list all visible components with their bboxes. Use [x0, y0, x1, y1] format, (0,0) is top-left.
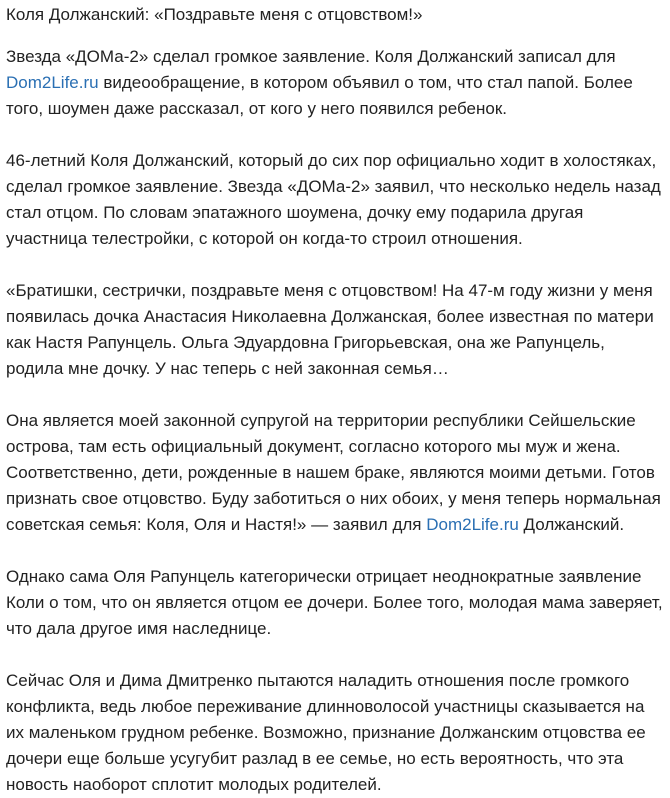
paragraph-1-text-before: Звезда «ДОМа-2» сделал громкое заявление. Коля Должанский записал для — [6, 47, 616, 66]
article-title: Коля Должанский: «Поздравьте меня с отцовством!» — [6, 5, 423, 24]
paragraph-6: Сейчас Оля и Дима Дмитренко пытаются наладить отношения после громкого конфликта, ведь любое переживание длинноволосой участницы сказывается на их маленьком грудном ребенке. Возможно, признание Должанским отцовства ее дочери еще больше усугубит разлад в ее семье, но есть вероятность, что эта новость наоборот сплотит молодых родителей. — [6, 671, 646, 794]
paragraph-3-quote: «Братишки, сестрички, поздравьте меня с отцовством! На 47-м году жизни у меня появилась дочка Анастасия Николаевна Должанская, более известная по матери как Настя Рапунцель. Ольга Эдуардовна Григорьевская, она же Рапунцель, родила мне дочку. У нас теперь с ней законная семья… — [6, 281, 654, 378]
paragraph-4 — [6, 408, 666, 538]
paragraph-5: Однако сама Оля Рапунцель категорически отрицает неоднократные заявление Коли о том, что он является отцом ее дочери. Более того, молодая мама заверяет, что дала другое имя наследнице. — [6, 567, 663, 638]
dom2life-link[interactable]: Dom2Life.ru — [6, 73, 99, 92]
paragraph-4-text-after: Должанский. — [518, 515, 625, 534]
paragraph-4-text-before: Она является моей законной супругой на территории республики Сейшельские острова, там есть официальный документ, согласно которого мы муж и жена. Соответственно, дети, рожденные в нашем браке, являются моими детьми. Готов признать свое отцовство. Буду заботиться о них обоих, у меня теперь нормальная советская семья: Коля, Оля и Настя!» — заявил для — [6, 411, 661, 534]
paragraph-2: 46-летний Коля Должанский, который до сих пор официально ходит в холостяках, сделал громкое заявление. Звезда «ДОМа-2» заявил, что несколько недель назад стал отцом. По словам эпатажного шоумена, дочку ему подарила другая участница телестройки, с которой он когда-то строил отношения. — [6, 151, 661, 248]
dom2life-link[interactable]: Dom2Life.ru — [426, 515, 519, 534]
paragraph-1 — [6, 44, 666, 122]
paragraph-1-text-after: видеообращение, в котором объявил о том, что стал папой. Более того, шоумен даже рассказал, от кого у него появился ребенок. — [6, 73, 633, 118]
